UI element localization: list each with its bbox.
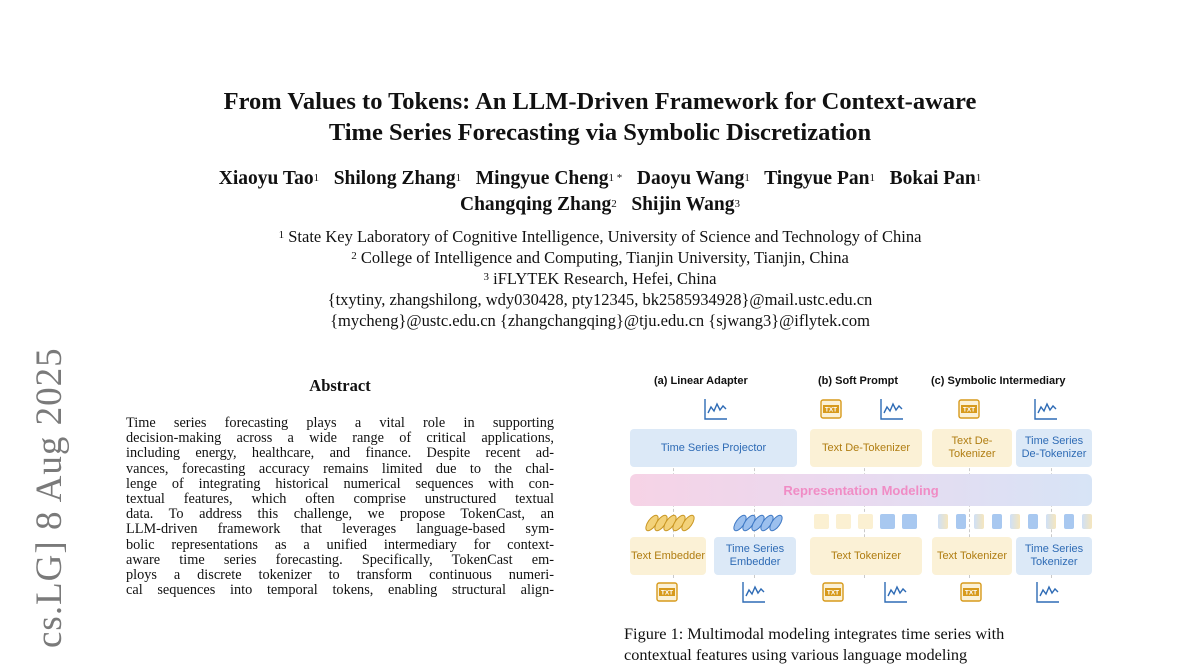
symbolic-token bbox=[1082, 514, 1092, 529]
abstract-body bbox=[126, 416, 554, 598]
symbolic-token bbox=[1010, 514, 1020, 529]
text-detokenizer-box-c: Text De- Tokenizer bbox=[932, 429, 1012, 467]
time-series-icon bbox=[704, 398, 728, 425]
figure-1 bbox=[620, 366, 1100, 606]
abstract-line: lenge of integrating historical numerical sequences with con- bbox=[126, 475, 554, 492]
author: Shijin Wang$^3$ bbox=[631, 194, 740, 215]
paper-title bbox=[0, 86, 1200, 148]
author: Daoyu Wang$^1$ bbox=[636, 168, 750, 189]
caption-line: Figure 1: Multimodal modeling integrates time series with bbox=[624, 624, 1005, 643]
svg-text:TXT: TXT bbox=[964, 589, 978, 597]
symbolic-token bbox=[1028, 514, 1038, 529]
abstract-line: vances, forecasting accuracy remains limited due to the chal- bbox=[126, 460, 554, 477]
email-line: {txytiny, zhangshilong, wdy030428, pty12345, bk2585934928}@mail.ustc.edu.cn bbox=[327, 290, 873, 309]
panel-b-label: (b) Soft Prompt bbox=[818, 375, 899, 387]
symbolic-token bbox=[1046, 514, 1056, 529]
abstract-line: decision-making across a wide range of critical applications, bbox=[126, 430, 554, 447]
txt-file-icon bbox=[958, 399, 980, 424]
soft-token bbox=[836, 514, 851, 529]
soft-token bbox=[858, 514, 873, 529]
txt-file-icon bbox=[960, 582, 982, 607]
abstract-line: including energy, healthcare, and finance. Despite recent ad- bbox=[126, 445, 554, 462]
abstract-line: ploys a discrete tokenizer to transform continuous numeri- bbox=[126, 567, 554, 584]
author: Bokai Pan$^1$ bbox=[889, 168, 982, 189]
ts-detokenizer-box: Time Series De-Tokenizer bbox=[1016, 429, 1092, 467]
ts-tokenizer-box: Time Series Tokenizer bbox=[1016, 537, 1092, 575]
time-series-icon bbox=[884, 581, 908, 608]
author: Mingyue Cheng$^{1 *}$ bbox=[475, 168, 623, 189]
author: Changqing Zhang$^2$ bbox=[460, 194, 617, 215]
soft-token bbox=[880, 514, 895, 529]
symbolic-token bbox=[992, 514, 1002, 529]
ts-projector-box: Time Series Projector bbox=[630, 429, 797, 467]
svg-text:TXT: TXT bbox=[826, 589, 840, 597]
abstract-line: LLM-driven framework that leverages language-based sym- bbox=[126, 521, 554, 538]
time-series-icon bbox=[880, 398, 904, 425]
time-series-icon bbox=[1036, 581, 1060, 608]
text-detokenizer-box: Text De-Tokenizer bbox=[810, 429, 922, 467]
abstract-line: Time series forecasting plays a vital role in supporting bbox=[126, 415, 554, 431]
email-line: {mycheng}@ustc.edu.cn {zhangchangqing}@tju.edu.cn {sjwang3}@iflytek.com bbox=[330, 311, 870, 330]
text-tokenizer-box-c: Text Tokenizer bbox=[932, 537, 1012, 575]
symbolic-token bbox=[1064, 514, 1074, 529]
affiliations bbox=[0, 226, 1200, 331]
title-line-2: Time Series Forecasting via Symbolic Discretization bbox=[328, 119, 872, 146]
arxiv-stamp: cs.LG] 8 Aug 2025 bbox=[29, 347, 70, 648]
affiliation: $^2$ College of Intelligence and Computing, Tianjin University, Tianjin, China bbox=[351, 248, 849, 267]
svg-text:TXT: TXT bbox=[660, 589, 674, 597]
affiliation: $^1$ State Key Laboratory of Cognitive Intelligence, University of Science and Technology of China bbox=[278, 227, 922, 246]
abstract-line: aware time series forecasting. Specifically, TokenCast em- bbox=[126, 551, 554, 568]
author: Tingyue Pan$^1$ bbox=[764, 168, 875, 189]
abstract-line: data. To address this challenge, we propose TokenCast, an bbox=[126, 506, 554, 523]
abstract-heading: Abstract bbox=[309, 376, 371, 395]
soft-token bbox=[814, 514, 829, 529]
panel-a-label: (a) Linear Adapter bbox=[654, 375, 748, 387]
affiliation: $^3$ iFLYTEK Research, Hefei, China bbox=[483, 269, 717, 288]
svg-text:TXT: TXT bbox=[962, 406, 976, 414]
abstract-line: cal sequences into temporal tokens, enabling structural align- bbox=[126, 582, 554, 599]
svg-text:TXT: TXT bbox=[824, 406, 838, 414]
abstract-line: bolic representations as a unified intermediary for context- bbox=[126, 536, 554, 553]
ts-embedding-icon bbox=[730, 512, 786, 539]
symbolic-token bbox=[974, 514, 984, 529]
time-series-icon bbox=[742, 581, 766, 608]
caption-line: contextual features using various language modeling bbox=[624, 645, 968, 664]
txt-file-icon bbox=[820, 399, 842, 424]
representation-modeling-bar: Representation Modeling bbox=[630, 474, 1092, 506]
text-tokenizer-box: Text Tokenizer bbox=[810, 537, 922, 575]
time-series-icon bbox=[1034, 398, 1058, 425]
text-embedding-icon bbox=[642, 512, 698, 539]
author: Shilong Zhang$^1$ bbox=[333, 168, 462, 189]
text-embedder-box: Text Embedder bbox=[630, 537, 706, 575]
symbolic-token bbox=[938, 514, 948, 529]
abstract-line: textual features, which often comprise unstructured textual bbox=[126, 491, 554, 508]
figure-caption bbox=[624, 623, 1096, 665]
soft-token bbox=[902, 514, 917, 529]
title-line-1: From Values to Tokens: An LLM-Driven Framework for Context-aware bbox=[223, 88, 977, 115]
txt-file-icon bbox=[656, 582, 678, 607]
txt-file-icon bbox=[822, 582, 844, 607]
ts-embedder-box: Time Series Embedder bbox=[714, 537, 796, 575]
panel-c-label: (c) Symbolic Intermediary bbox=[931, 375, 1066, 387]
author: Xiaoyu Tao$^1$ bbox=[218, 168, 320, 189]
symbolic-token bbox=[956, 514, 966, 529]
author-list bbox=[0, 166, 1200, 218]
